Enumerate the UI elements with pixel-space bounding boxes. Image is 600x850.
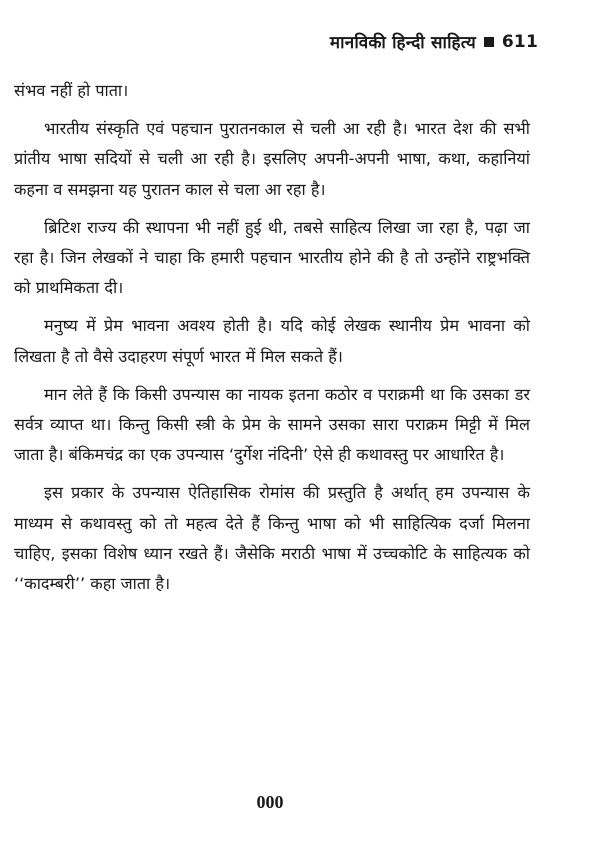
page-body (14, 76, 530, 607)
page-number: 611 (501, 31, 538, 52)
paragraph: इस प्रकार के उपन्यास ऐतिहासिक रोमांस की प्रस्तुति है अर्थात् हम उपन्यास के माध्यम से कथावस्तु को तो महत्व देते हैं किन्तु भाषा को भी साहित्यिक दर्जा मिलना चाहिए, इसका विशेष ध्यान रखते हैं। जैसेकि मराठी भाषा में उच्चकोटि के साहित्यक को ‘‘कादम्बरी’’ कहा जाता है। (14, 483, 530, 594)
paragraph: मनुष्य में प्रेम भावना अवश्य होती है। यदि कोई लेखक स्थानीय प्रेम भावना को लिखता है तो वैसे उदाहरण संपूर्ण भारत में मिल सकते हैं। (14, 316, 530, 366)
paragraph: मान लेते हैं कि किसी उपन्यास का नायक इतना कठोर व पराक्रमी था कि उसका डर सर्वत्र व्याप्त था। किन्तु किसी स्त्री के प्रेम के सामने उसका सारा पराक्रम मिट्टी में मिल जाता है। बंकिमचंद्र का एक उपन्यास ‘दुर्गेश नंदिनी’ ऐसे ही कथावस्तु पर आधारित है। (14, 384, 530, 465)
paragraph: भारतीय संस्कृति एवं पहचान पुरातनकाल से चली आ रही है। भारत देश की सभी प्रांतीय भाषा सदियों से चली आ रही है। इसलिए अपनी-अपनी भाषा, कथा, कहानियां कहना व समझना यह पुरातन काल से चला आ रहा है। (14, 119, 530, 199)
paragraph-continuation: संभव नहीं हो पाता। (14, 81, 129, 100)
square-bullet-icon (484, 37, 494, 47)
footer-number: 000 (256, 792, 284, 812)
running-header (330, 30, 538, 53)
paragraph: ब्रिटिश राज्य की स्थापना भी नहीं हुई थी, तबसे साहित्य लिखा जा रहा है, पढ़ा जा रहा है। जिन लेखकों ने चाहा कि हमारी पहचान भारतीय होने की है तो उन्होंने राष्ट्रभक्ति को प्राथमिकता दी। (14, 217, 530, 298)
book-title: मानविकी हिन्दी साहित्य (329, 33, 476, 53)
